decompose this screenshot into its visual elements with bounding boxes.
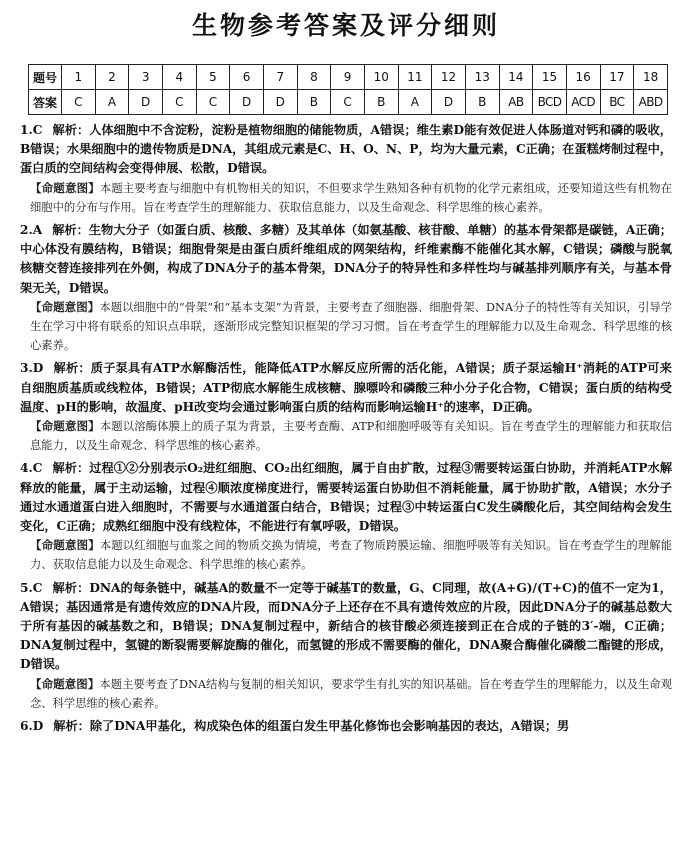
analysis-label: 解析： xyxy=(53,719,90,734)
intent-text: 本题主要考查与细胞中有机物相关的知识，不但要求学生熟知各种有机物的化学元素组成，还要知道这些有机物在细胞中的分布与作用。旨在考查学生的理解能力、获取信息能力，以及生命观念、科学思维的核心素养。 xyxy=(30,181,672,214)
question-number: 3 xyxy=(129,65,163,90)
question-explanation xyxy=(20,579,672,675)
intent-note xyxy=(30,675,672,713)
analysis-text: 除了DNA甲基化，构成染色体的组蛋白发生甲基化修饰也会影响基因的表达，A错误；男 xyxy=(89,719,570,734)
answer-cell: ABD xyxy=(634,90,668,115)
intent-note xyxy=(30,417,672,455)
question-answer-label: 1.C xyxy=(20,123,43,137)
question-answer-label: 2.A xyxy=(20,223,43,238)
question-number: 15 xyxy=(533,65,567,90)
question-number: 1 xyxy=(62,65,96,90)
intent-label: 【命题意图】 xyxy=(30,180,100,195)
question-number: 5 xyxy=(196,65,230,90)
question-explanation xyxy=(20,717,672,736)
analysis-label: 解析： xyxy=(53,361,91,376)
intent-label: 【命题意图】 xyxy=(30,419,100,434)
intent-text: 本题以溶酶体膜上的质子泵为背景，主要考查酶、ATP和细胞呼吸等有关知识。旨在考查学生的理解能力和获取信息能力，以及生命观念、科学思维的核心素养。 xyxy=(30,420,673,453)
answer-cell: BC xyxy=(600,90,634,115)
explanations xyxy=(20,121,672,736)
intent-text: 本题以红细胞与血浆之间的物质交换为情境，考查了物质跨膜运输、细胞呼吸等有关知识。旨在考查学生的理解能力、获取信息能力以及生命观念、科学思维的核心素养。 xyxy=(30,539,672,572)
question-explanation xyxy=(20,459,672,536)
answer-cell: D xyxy=(263,90,297,115)
question-answer-label: 3.D xyxy=(20,361,44,376)
question-number: 7 xyxy=(263,65,297,90)
number-row-label: 题号 xyxy=(29,65,62,90)
answer-table xyxy=(28,64,668,115)
intent-text: 本题主要考查了DNA结构与复制的相关知识，要求学生有扎实的知识基础。旨在考查学生的理解能力，以及生命观念、科学思维的核心素养。 xyxy=(30,677,672,710)
answer-cell: C xyxy=(62,90,96,115)
question-number: 4 xyxy=(162,65,196,90)
analysis-text: 过程①②分别表示O₂进红细胞、CO₂出红细胞，属于自由扩散，过程③需要转运蛋白协助，并消耗ATP水解释放的能量，属于主动运输，过程④顺浓度梯度进行，需要转运蛋白协助但不消耗能量，属于协助扩散，A错误；水分子通过水通道蛋白进入细胞时，不需要与水通道蛋白结合，B错误；过程③中转运蛋白C发生磷酸化后，其空间结构会发生变化，C正确；成熟红细胞中没有线粒体，不能进行有氧呼吸，D错误。 xyxy=(20,461,673,534)
answer-cell: C xyxy=(331,90,365,115)
intent-note xyxy=(30,179,672,217)
question-number: 11 xyxy=(398,65,432,90)
analysis-text: 质子泵具有ATP水解酶活性，能降低ATP水解反应所需的活化能，A错误；质子泵运输H⁺消耗的ATP可来自细胞质基质或线粒体，B错误；ATP彻底水解能生成核糖、腺嘌呤和磷酸三种小分子化合物，C错误；蛋白质的结构受温度、pH的影响，故温度、pH改变均会通过影响蛋白质的结构而影响运输H⁺的速率，D正确。 xyxy=(20,361,672,414)
question-number: 8 xyxy=(297,65,331,90)
answer-cell: B xyxy=(297,90,331,115)
intent-text: 本题以细胞中的“骨架”和“基本支架”为背景，主要考查了细胞器、细胞骨架、DNA分子的特性等有关知识，引导学生在学习中将有联系的知识点串联，逐渐形成完整知识框架的学习习惯。旨在考查学生的理解能力以及生命观念、科学思维的核心素养。 xyxy=(30,300,672,353)
question-number: 6 xyxy=(230,65,264,90)
question-number: 18 xyxy=(634,65,668,90)
question-number: 17 xyxy=(600,65,634,90)
answer-cell: BCD xyxy=(533,90,567,115)
question-number: 2 xyxy=(95,65,129,90)
number-row xyxy=(29,65,668,90)
question-number: 10 xyxy=(364,65,398,90)
answer-cell: D xyxy=(129,90,163,115)
intent-note xyxy=(30,536,672,574)
question-number: 9 xyxy=(331,65,365,90)
analysis-label: 解析： xyxy=(52,580,90,595)
question-answer-label: 6.D xyxy=(20,719,44,734)
intent-label: 【命题意图】 xyxy=(30,299,100,314)
page-title: 生物参考答案及评分细则 xyxy=(191,11,500,40)
answer-cell: C xyxy=(196,90,230,115)
question-explanation xyxy=(20,121,672,179)
answer-row xyxy=(29,90,668,115)
answer-cell: B xyxy=(364,90,398,115)
analysis-label: 解析： xyxy=(52,461,90,476)
intent-label: 【命题意图】 xyxy=(30,676,100,691)
answer-cell: B xyxy=(465,90,499,115)
answer-cell: A xyxy=(95,90,129,115)
analysis-label: 解析： xyxy=(52,223,89,238)
answer-cell: ACD xyxy=(566,90,600,115)
analysis-label: 解析： xyxy=(52,123,90,137)
answer-cell: AB xyxy=(499,90,533,115)
question-number: 13 xyxy=(465,65,499,90)
question-answer-label: 4.C xyxy=(20,461,43,476)
question-number: 12 xyxy=(432,65,466,90)
question-answer-label: 5.C xyxy=(20,580,43,595)
question-explanation xyxy=(20,221,672,298)
answer-cell: D xyxy=(432,90,466,115)
answer-cell: A xyxy=(398,90,432,115)
analysis-text: 人体细胞中不含淀粉，淀粉是植物细胞的储能物质，A错误；维生素D能有效促进人体肠道对钙和磷的吸收，B错误；水果细胞中的遗传物质是DNA，其组成元素是C、H、O、N、P，均为大量元素，C正确；在蛋糕烤制过程中，蛋白质的空间结构会变得伸展、松散，D错误。 xyxy=(20,123,672,176)
answer-cell: D xyxy=(230,90,264,115)
question-explanation xyxy=(20,359,672,417)
intent-note xyxy=(30,298,672,356)
analysis-text: DNA的每条链中，碱基A的数量不一定等于碱基T的数量，G、C同理，故(A+G)/(T+C)的值不一定为1，A错误；基因通常是有遗传效应的DNA片段，而DNA分子上还存在不具有遗传效应的片段，因此DNA分子的碱基总数大于所有基因的碱基数之和，B错误；DNA复制过程中，新结合的核苷酸必须连接到正在合成的子链的3′-端，C正确；DNA复制过程中，氢键的断裂需要解旋酶的催化，而氢键的形成不需要酶的催化，DNA聚合酶催化磷酸二酯键的形成，D错误。 xyxy=(20,580,672,672)
analysis-text: 生物大分子（如蛋白质、核酸、多糖）及其单体（如氨基酸、核苷酸、单糖）的基本骨架都是碳链，A正确；中心体没有膜结构，B错误；细胞骨架是由蛋白质纤维组成的网架结构，纤维素酶不能催化其水解，C错误；磷酸与脱氧核糖交替连接排列在外侧，构成了DNA分子的基本骨架，DNA分子的特异性和多样性均与碱基排列顺序有关，与基本骨架无关，D错误。 xyxy=(20,223,672,295)
intent-label: 【命题意图】 xyxy=(30,538,100,553)
question-number: 16 xyxy=(566,65,600,90)
answer-row-label: 答案 xyxy=(29,90,62,115)
question-number: 14 xyxy=(499,65,533,90)
answer-cell: C xyxy=(162,90,196,115)
